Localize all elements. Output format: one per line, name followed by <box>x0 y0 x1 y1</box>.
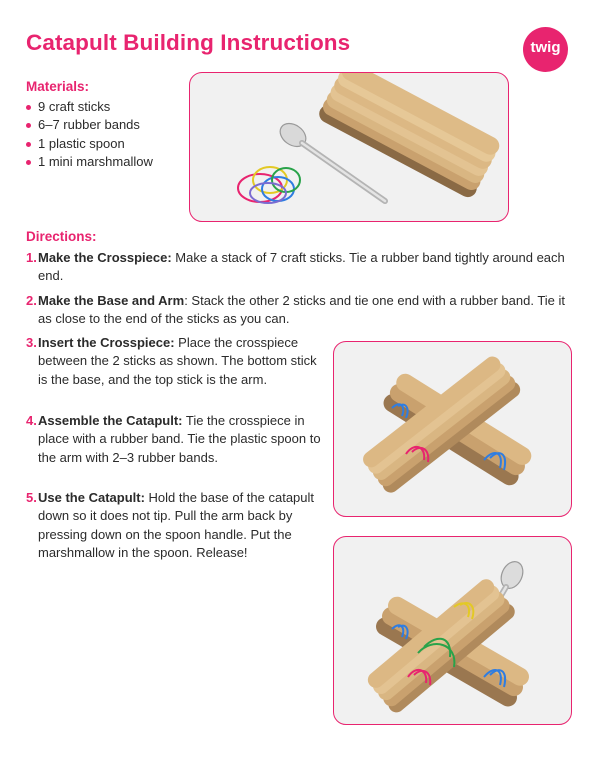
page-title: Catapult Building Instructions <box>26 30 351 55</box>
step-number: 4. <box>26 413 37 428</box>
step-lead: Use the Catapult: <box>38 490 145 505</box>
logo-text: twig <box>530 39 561 56</box>
list-item: 9 craft sticks <box>26 98 153 116</box>
list-item: 1 plastic spoon <box>26 135 153 153</box>
rubber-bands-icon <box>238 167 300 203</box>
materials-illustration <box>190 73 507 220</box>
step-text: Tie the crosspiece in place with a rubber band. Tie the plastic spoon to the arm with 2–3 rubber bands. <box>38 413 321 465</box>
materials-list <box>26 98 153 171</box>
step-text: : Stack the other 2 sticks and tie one end with a rubber band. Tie it as close to the end of the sticks as you can. <box>38 293 566 327</box>
step-text: Hold the base of the catapult down so it does not tip. Pull the arm back by pressing down on the spoon handle. Put the marshmallow in the spoon. Release! <box>38 490 315 560</box>
step-3 <box>26 334 326 389</box>
step-text: Place the crosspiece between the 2 sticks as shown. The bottom stick is the base, and the top stick is the arm. <box>38 335 317 387</box>
step-text: Make a stack of 7 craft sticks. Tie a rubber band tightly around each end. <box>38 250 565 284</box>
catapult-illustration <box>334 537 570 723</box>
list-item: 1 mini marshmallow <box>26 153 153 171</box>
step-number: 3. <box>26 335 37 350</box>
step-2 <box>26 292 572 329</box>
craft-sticks-stack <box>316 73 502 200</box>
step-4 <box>26 412 326 467</box>
step-1 <box>26 249 572 286</box>
step-number: 5. <box>26 490 37 505</box>
step-lead: Assemble the Catapult: <box>38 413 183 428</box>
assembled-catapult-photo <box>333 536 572 725</box>
crosspiece-photo <box>333 341 572 517</box>
step-lead: Insert the Crosspiece: <box>38 335 175 350</box>
directions-heading: Directions: <box>26 229 97 244</box>
step-number: 2. <box>26 293 37 308</box>
step-number: 1. <box>26 250 37 265</box>
step-lead: Make the Base and Arm <box>38 293 185 308</box>
materials-heading: Materials: <box>26 79 90 94</box>
list-item: 6–7 rubber bands <box>26 116 153 134</box>
step-5 <box>26 489 326 562</box>
materials-photo <box>189 72 509 222</box>
crosspiece-illustration <box>334 342 570 515</box>
step-lead: Make the Crosspiece: <box>38 250 172 265</box>
twig-logo <box>523 27 568 72</box>
